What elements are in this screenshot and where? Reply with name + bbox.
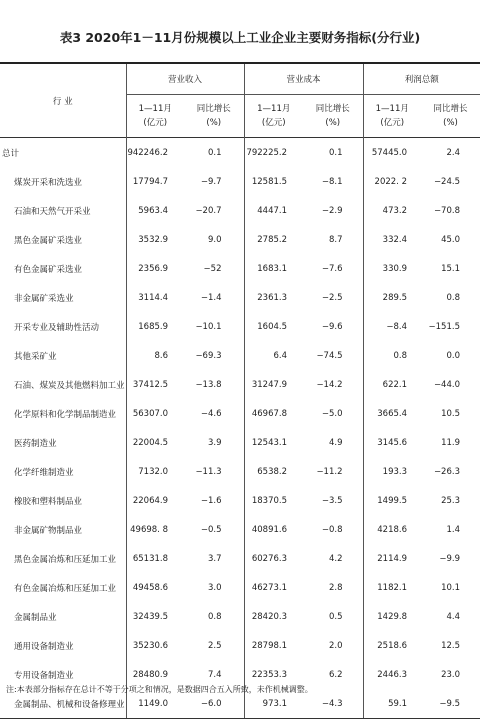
- cell-rev: 7132.0: [138, 466, 168, 477]
- cell-profit: 3665.4: [363, 399, 421, 428]
- header-unit: (%): [206, 118, 222, 128]
- row-industry-name: 石油和天然气开采业: [0, 196, 126, 225]
- cell-rev: 22064.9: [132, 495, 168, 506]
- table-row: [0, 341, 480, 370]
- header-growth-label: 同比增长: [196, 104, 231, 114]
- table-row: [0, 283, 480, 312]
- cell-cost-g: 4.9: [328, 437, 343, 448]
- cell-rev: 3114.4: [138, 292, 168, 303]
- header-growth: [184, 95, 244, 138]
- cell-profit: 4218.6: [363, 515, 421, 544]
- cell-rev-g: 0.1: [184, 138, 244, 168]
- cell-profit-g: 12.5: [441, 640, 460, 651]
- row-industry-name: 通用设备制造业: [0, 631, 126, 660]
- cell-cost: 4447.1: [244, 196, 303, 225]
- cell-rev-g: 9.0: [207, 234, 222, 245]
- cell-profit-g: −70.8: [433, 205, 460, 216]
- cell-rev-g: −69.3: [195, 350, 222, 361]
- row-industry-name: 开采专业及辅助性活动: [0, 312, 126, 341]
- cell-profit: 622.1: [363, 370, 421, 399]
- header-cost: 营业成本: [244, 63, 363, 95]
- row-industry-name: 橡胶和塑料制品业: [0, 486, 126, 515]
- header-period: [126, 95, 184, 138]
- cell-cost-g: 4.2: [328, 553, 343, 564]
- cell-profit: 2518.6: [363, 631, 421, 660]
- cell-rev-g: 3.9: [207, 437, 222, 448]
- table-row: [0, 428, 480, 457]
- page-title: 表3 2020年1－11月份规模以上工业企业主要财务指标(分行业): [59, 30, 421, 45]
- cell-rev-g: 3.0: [207, 582, 222, 593]
- row-industry-name: 黑色金属矿采选业: [0, 225, 126, 254]
- header-period: [363, 95, 421, 138]
- row-industry-name: 黑色金属冶炼和压延加工业: [0, 544, 126, 573]
- cell-rev-g: −13.8: [195, 379, 222, 390]
- cell-cost-g: −14.2: [316, 379, 343, 390]
- cell-profit: 57445.0: [363, 138, 421, 168]
- cell-profit-g: 4.4: [446, 611, 460, 622]
- cell-cost: 12543.1: [244, 428, 303, 457]
- cell-profit: 330.9: [363, 254, 421, 283]
- cell-rev: 2356.9: [138, 263, 168, 274]
- cell-cost-g: −2.5: [321, 292, 343, 303]
- cell-cost-g: 2.0: [328, 640, 343, 651]
- table-row: [0, 312, 480, 341]
- cell-cost: 12581.5: [244, 167, 303, 196]
- cell-cost: 6538.2: [244, 457, 303, 486]
- table-row: [0, 515, 480, 544]
- cell-profit-g: 2.4: [421, 138, 480, 168]
- cell-cost: 2785.2: [244, 225, 303, 254]
- row-industry-name: 化学原料和化学制品制造业: [0, 399, 126, 428]
- cell-cost: 40891.6: [244, 515, 303, 544]
- table-row: [0, 196, 480, 225]
- cell-rev-g: 0.8: [207, 611, 222, 622]
- cell-rev: 3532.9: [138, 234, 168, 245]
- header-profit: 利润总额: [363, 63, 480, 95]
- cell-cost: 6.4: [244, 341, 303, 370]
- cell-profit: 1182.1: [363, 573, 421, 602]
- cell-cost-g: −74.5: [316, 350, 343, 361]
- cell-cost-g: −7.6: [321, 263, 343, 274]
- cell-cost: 31247.9: [244, 370, 303, 399]
- header-period-label: 1—11月: [257, 104, 291, 114]
- table-row: [0, 225, 480, 254]
- cell-cost-g: −8.1: [321, 176, 343, 187]
- cell-rev: 49698. 8: [130, 524, 168, 535]
- header-growth: [303, 95, 363, 138]
- cell-cost-g: −11.2: [316, 466, 343, 477]
- row-industry-name: 非金属矿采选业: [0, 283, 126, 312]
- cell-rev: 35230.6: [132, 640, 168, 651]
- cell-cost-g: 0.5: [328, 611, 343, 622]
- cell-cost-g: −3.5: [321, 495, 343, 506]
- cell-rev-g: −20.7: [195, 205, 222, 216]
- cell-profit-g: −24.5: [433, 176, 460, 187]
- header-growth-label: 同比增长: [433, 104, 468, 114]
- cell-rev-g: −4.6: [200, 408, 222, 419]
- cell-cost-g: 2.8: [328, 582, 343, 593]
- table-row: [0, 138, 480, 168]
- cell-cost-g: 6.2: [328, 669, 343, 680]
- table-row: [0, 399, 480, 428]
- cell-rev: 5963.4: [138, 205, 168, 216]
- cell-profit: 1429.8: [363, 602, 421, 631]
- header-period: [244, 95, 303, 138]
- cell-rev: 22004.5: [132, 437, 168, 448]
- cell-cost: 22353.3: [244, 660, 303, 689]
- table-row: [0, 631, 480, 660]
- header-growth: [421, 95, 480, 138]
- cell-cost: 46273.1: [244, 573, 303, 602]
- cell-profit-g: 10.5: [441, 408, 460, 419]
- cell-rev-g: −9.7: [200, 176, 222, 187]
- row-industry-name: 有色金属冶炼和压延加工业: [0, 573, 126, 602]
- cell-rev: 37412.5: [132, 379, 168, 390]
- header-industry: 行 业: [0, 63, 126, 138]
- table-row: [0, 486, 480, 515]
- cell-profit: 2114.9: [363, 544, 421, 573]
- cell-profit-g: −9.9: [439, 553, 460, 564]
- header-growth-label: 同比增长: [315, 104, 350, 114]
- cell-cost: 792225.2: [244, 138, 303, 168]
- header-unit: (亿元): [143, 118, 168, 128]
- cell-cost: 1683.1: [244, 254, 303, 283]
- cell-profit: 289.5: [363, 283, 421, 312]
- cell-profit-g: 0.0: [446, 350, 460, 361]
- header-period-label: 1—11月: [138, 104, 172, 114]
- row-industry-name: 总计: [0, 138, 126, 168]
- cell-rev: 1685.9: [138, 321, 168, 332]
- row-industry-name: 非金属矿物制品业: [0, 515, 126, 544]
- cell-cost-g: −5.0: [321, 408, 343, 419]
- cell-profit-g: 0.8: [446, 292, 460, 303]
- cell-profit-g: 11.9: [441, 437, 460, 448]
- cell-cost: 28798.1: [244, 631, 303, 660]
- header-period-label: 1—11月: [375, 104, 409, 114]
- cell-profit-g: −9.5: [421, 689, 480, 719]
- cell-profit: 332.4: [363, 225, 421, 254]
- cell-cost-g: 0.1: [303, 138, 363, 168]
- table-row: [0, 167, 480, 196]
- row-industry-name: 石油、煤炭及其他燃料加工业: [0, 370, 126, 399]
- row-industry-name: 金属制品业: [0, 602, 126, 631]
- row-industry-name: 煤炭开采和洗选业: [0, 167, 126, 196]
- cell-profit: 473.2: [363, 196, 421, 225]
- cell-cost: 973.1: [244, 689, 303, 719]
- cell-profit-g: −151.5: [428, 321, 460, 332]
- cell-rev: 65131.8: [132, 553, 168, 564]
- cell-profit-g: −44.0: [433, 379, 460, 390]
- table-row: [0, 602, 480, 631]
- cell-cost-g: −0.8: [321, 524, 343, 535]
- cell-rev-g: −0.5: [200, 524, 222, 535]
- cell-profit: 193.3: [363, 457, 421, 486]
- cell-rev-g: −52: [203, 263, 222, 274]
- cell-profit-g: 45.0: [441, 234, 460, 245]
- cell-cost: 1604.5: [244, 312, 303, 341]
- cell-cost: 18370.5: [244, 486, 303, 515]
- table-row: [0, 457, 480, 486]
- row-industry-name: 医药制造业: [0, 428, 126, 457]
- cell-cost: 28420.3: [244, 602, 303, 631]
- table-row: [0, 254, 480, 283]
- header-unit: (亿元): [380, 118, 405, 128]
- cell-profit-g: 15.1: [441, 263, 460, 274]
- cell-cost: 46967.8: [244, 399, 303, 428]
- cell-rev-g: 7.4: [207, 669, 222, 680]
- financial-indicators-table: [0, 62, 480, 719]
- cell-cost-g: −2.9: [321, 205, 343, 216]
- cell-profit: −8.4: [363, 312, 421, 341]
- header-unit: (%): [443, 118, 458, 128]
- cell-rev-g: −11.3: [195, 466, 222, 477]
- cell-profit-g: 23.0: [441, 669, 460, 680]
- cell-rev: 1149.0: [126, 689, 184, 719]
- cell-profit-g: 10.1: [441, 582, 460, 593]
- cell-profit: 59.1: [363, 689, 421, 719]
- table-row: [0, 370, 480, 399]
- cell-rev-g: −1.6: [200, 495, 222, 506]
- header-unit: (亿元): [261, 118, 286, 128]
- header-unit: (%): [325, 118, 341, 128]
- row-industry-name: 其他采矿业: [0, 341, 126, 370]
- cell-profit: 1499.5: [363, 486, 421, 515]
- cell-rev: 28480.9: [132, 669, 168, 680]
- cell-rev-g: −1.4: [200, 292, 222, 303]
- cell-rev-g: 3.7: [207, 553, 222, 564]
- row-industry-name: 金属制品、机械和设备修理业: [0, 689, 126, 719]
- cell-rev-g: −6.0: [184, 689, 244, 719]
- cell-rev: 17794.7: [132, 176, 168, 187]
- cell-rev-g: 2.5: [207, 640, 222, 651]
- table-row: [0, 544, 480, 573]
- cell-cost: 2361.3: [244, 283, 303, 312]
- row-industry-name: 化学纤维制造业: [0, 457, 126, 486]
- cell-profit-g: 1.4: [446, 524, 460, 535]
- table-row: [0, 573, 480, 602]
- cell-profit: 2446.3: [363, 660, 421, 689]
- cell-cost: 60276.3: [244, 544, 303, 573]
- cell-rev: 32439.5: [132, 611, 168, 622]
- cell-profit-g: 25.3: [441, 495, 460, 506]
- cell-rev: 56307.0: [132, 408, 168, 419]
- cell-cost-g: 8.7: [328, 234, 343, 245]
- header-revenue: 营业收入: [126, 63, 244, 95]
- row-industry-name: 专用设备制造业: [0, 660, 126, 689]
- row-industry-name: 有色金属矿采选业: [0, 254, 126, 283]
- cell-rev: 8.6: [154, 350, 168, 361]
- cell-profit-g: −26.3: [433, 466, 460, 477]
- cell-rev: 942246.2: [126, 138, 184, 168]
- cell-cost-g: −9.6: [321, 321, 343, 332]
- cell-profit: 0.8: [363, 341, 421, 370]
- cell-rev: 49458.6: [132, 582, 168, 593]
- cell-rev-g: −10.1: [195, 321, 222, 332]
- cell-cost-g: −4.3: [303, 689, 363, 719]
- footnote: 注:本表部分指标存在总计不等于分项之和情况，是数据四合五入所致，未作机械调整。: [6, 685, 313, 694]
- cell-profit: 2022. 2: [363, 167, 421, 196]
- cell-profit: 3145.6: [363, 428, 421, 457]
